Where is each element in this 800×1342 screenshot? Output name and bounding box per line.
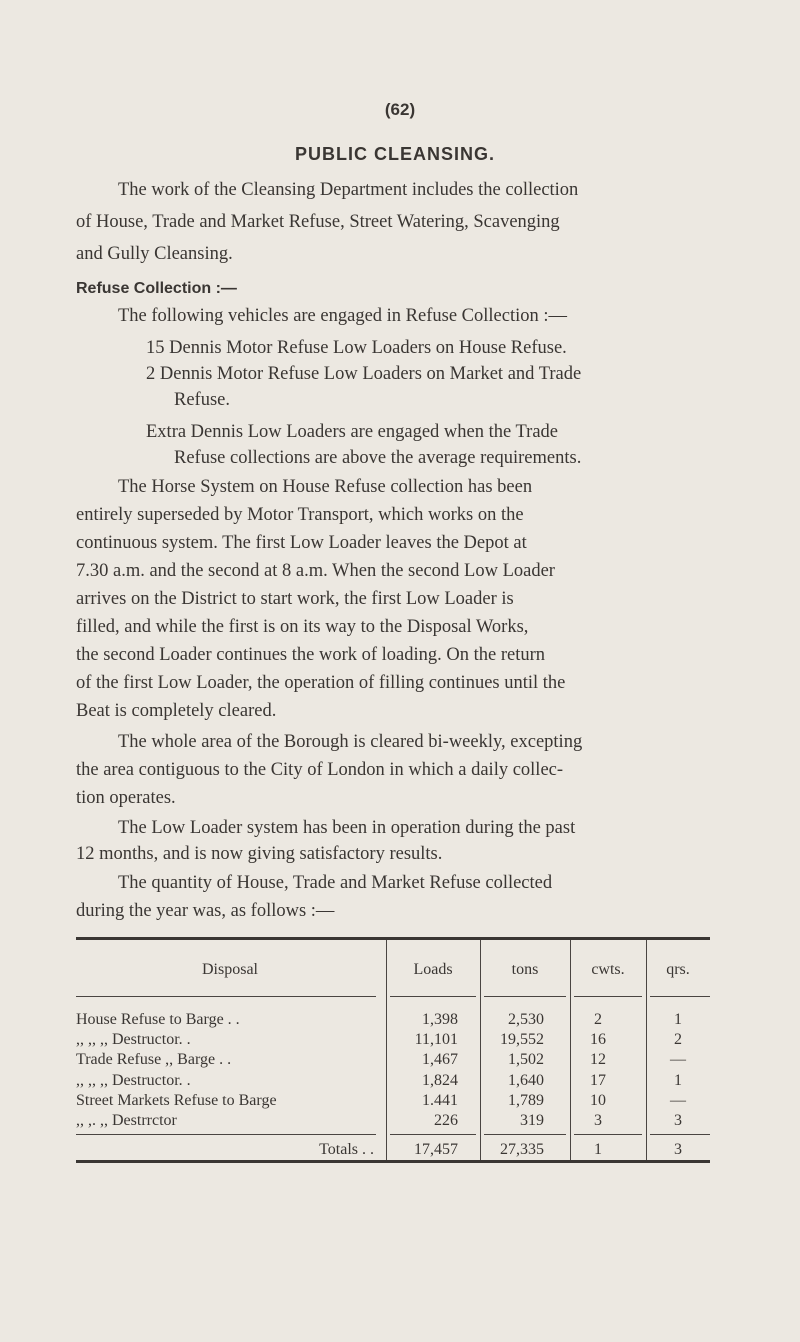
para1-line-9: Beat is completely cleared. (76, 701, 277, 721)
para2-line-2: the area contiguous to the City of London in which a daily collec- (76, 760, 564, 780)
para1-line-7: the second Loader continues the work of loading. On the return (76, 645, 546, 665)
totals-rule (484, 1134, 566, 1135)
row-label: ,, ,, ,, Destructor. . (76, 1072, 191, 1089)
row-cwts: 10 (590, 1092, 606, 1109)
header-underline (390, 996, 476, 997)
row-cwts: 2 (594, 1011, 602, 1028)
row-cwts: 17 (590, 1072, 606, 1089)
para1-line-4: 7.30 a.m. and the second at 8 a.m. When the second Low Loader (76, 561, 555, 581)
header-tons: tons (511, 961, 539, 978)
header-underline (574, 996, 642, 997)
page-title: PUBLIC CLEANSING. (294, 144, 495, 164)
para3-line-1: The Low Loader system has been in operation during the past (118, 818, 576, 838)
table-top-rule (76, 937, 710, 940)
row-tons: 2,530 (508, 1011, 544, 1028)
header-loads: Loads (413, 961, 453, 978)
vehicle-line-1: 15 Dennis Motor Refuse Low Loaders on House Refuse. (146, 338, 567, 358)
para2-line-1: The whole area of the Borough is cleared bi-weekly, excepting (118, 732, 583, 752)
totals-rule (76, 1134, 376, 1135)
row-cwts: 3 (594, 1112, 602, 1129)
row-label: Trade Refuse ,, Barge . . (76, 1051, 232, 1068)
row-qrs: 3 (674, 1112, 682, 1129)
row-label: ,, ,, ,, Destructor. . (76, 1031, 191, 1048)
vehicle-line-2: 2 Dennis Motor Refuse Low Loaders on Market and Trade (146, 364, 582, 384)
header-qrs: qrs. (666, 961, 690, 978)
header-underline (484, 996, 566, 997)
para2-line-3: tion operates. (76, 788, 176, 808)
row-cwts: 16 (590, 1031, 606, 1048)
header-underline (650, 996, 710, 997)
para1-line-6: filled, and while the first is on its way to the Disposal Works, (76, 617, 529, 637)
header-disposal: Disposal (202, 961, 258, 978)
header-cwts: cwts. (591, 961, 625, 978)
row-tons: 319 (520, 1112, 544, 1129)
totals-loads: 17,457 (414, 1141, 458, 1158)
row-label: Street Markets Refuse to Barge (76, 1092, 277, 1109)
para1-line-8: of the first Low Loader, the operation of filling continues until the (76, 673, 566, 693)
row-label: House Refuse to Barge . . (76, 1011, 240, 1028)
row-tons: 1,789 (508, 1092, 544, 1109)
row-qrs: — (670, 1051, 686, 1068)
section-subheading: Refuse Collection :— (76, 280, 237, 297)
vehicle-line-3: Refuse. (174, 390, 230, 410)
totals-rule (650, 1134, 710, 1135)
totals-qrs: 3 (674, 1141, 682, 1158)
para1-line-1: The Horse System on House Refuse collection has been (118, 477, 533, 497)
row-tons: 1,502 (508, 1051, 544, 1068)
intro-line-1: The work of the Cleansing Department includes the collection (118, 180, 579, 200)
row-qrs: 2 (674, 1031, 682, 1048)
row-loads: 11,101 (414, 1031, 458, 1048)
header-underline (76, 996, 376, 997)
para1-line-2: entirely superseded by Motor Transport, which works on the (76, 505, 524, 525)
para4-line-2: during the year was, as follows :— (76, 901, 335, 921)
page-number: (62) (384, 100, 416, 119)
para4-line-1: The quantity of House, Trade and Market Refuse collected (118, 873, 553, 893)
row-qrs: 1 (674, 1011, 682, 1028)
totals-rule (574, 1134, 642, 1135)
intro-line-3: and Gully Cleansing. (76, 244, 233, 264)
row-tons: 19,552 (500, 1031, 544, 1048)
totals-rule (390, 1134, 476, 1135)
totals-tons: 27,335 (500, 1141, 544, 1158)
totals-cwts: 1 (594, 1141, 602, 1158)
para1-line-5: arrives on the District to start work, the first Low Loader is (76, 589, 514, 609)
totals-label: Totals . . (319, 1141, 374, 1158)
row-loads: 1,398 (422, 1011, 458, 1028)
row-tons: 1,640 (508, 1072, 544, 1089)
vehicle-line-5: Refuse collections are above the average requirements. (174, 448, 582, 468)
row-loads: 226 (434, 1112, 458, 1129)
vehicle-line-4: Extra Dennis Low Loaders are engaged when the Trade (146, 422, 559, 442)
para3-line-2: 12 months, and is now giving satisfactory results. (76, 844, 443, 864)
vehicles-intro: The following vehicles are engaged in Refuse Collection :— (118, 306, 568, 326)
row-loads: 1.441 (422, 1092, 458, 1109)
row-label: ,, ,. ,, Destrrctor (76, 1112, 177, 1129)
intro-line-2: of House, Trade and Market Refuse, Street Watering, Scavenging (76, 212, 560, 232)
row-cwts: 12 (590, 1051, 606, 1068)
row-loads: 1,824 (422, 1072, 458, 1089)
row-qrs: 1 (674, 1072, 682, 1089)
row-loads: 1,467 (422, 1051, 458, 1068)
row-qrs: — (670, 1092, 686, 1109)
table-bottom-rule (76, 1160, 710, 1163)
para1-line-3: continuous system. The first Low Loader leaves the Depot at (76, 533, 527, 553)
